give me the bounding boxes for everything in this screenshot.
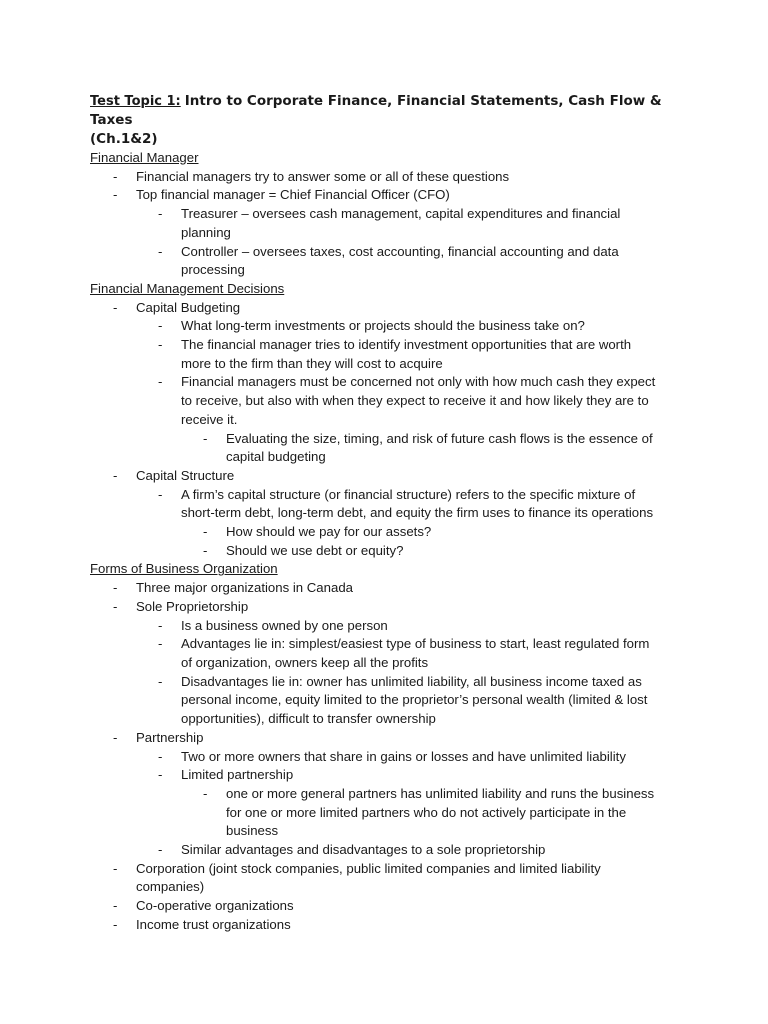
list-item: - Three major organizations in Canada [90, 579, 690, 598]
list-item: - What long-term investments or projects should the business take on? [90, 317, 690, 336]
bullet-dash: - [113, 580, 118, 596]
list-item: - Is a business owned by one person [90, 617, 690, 636]
list-item: - Similar advantages and disadvantages to a sole proprietorship [90, 841, 690, 860]
list-item: - Evaluating the size, timing, and risk of future cash flows is the essence of capital budgeting [203, 430, 653, 465]
list-item: - Co-operative organizations [90, 897, 690, 916]
list-item: - Should we use debt or equity? [90, 542, 690, 561]
bullet-dash: - [113, 916, 118, 932]
list-item: - Income trust organizations [90, 916, 690, 935]
list-item: - Disadvantages lie in: owner has unlimited liability, all business income taxed as personal income, equity limited to the proprietor’s personal wealth (limited & lost opportunities), difficult to transfer ownership [158, 673, 648, 727]
bullet-dash: - [203, 524, 208, 540]
list-item: - Partnership [90, 729, 690, 748]
list-item: - Advantages lie in: simplest/easiest type of business to start, least regulated form of organization, owners keep all the profits [158, 636, 650, 670]
list-item: - Financial managers must be concerned not only with how much cash they expect to receive, but also with when they expect to receive it and how likely they are to receive it. [158, 374, 656, 427]
list-item: - How should we pay for our assets? [90, 523, 690, 542]
bullet-dash: - [203, 542, 208, 558]
bullet-dash: - [113, 898, 118, 914]
bullet-dash: - [158, 767, 163, 783]
bullet-dash: - [113, 598, 118, 614]
list-item: - Sole Proprietorship [90, 598, 690, 617]
document-page [90, 92, 690, 935]
bullet-dash: - [158, 243, 163, 259]
document-title [90, 92, 690, 130]
section-heading-financial-management-decisions: Financial Management Decisions [90, 280, 285, 296]
bullet-dash: - [158, 748, 163, 764]
bullet-dash: - [158, 636, 163, 652]
bullet-dash: - [158, 617, 163, 633]
title-label: Test Topic 1: [90, 94, 181, 109]
bullet-dash: - [158, 206, 163, 222]
list-item: - Limited partnership [90, 766, 690, 785]
bullet-dash: - [158, 337, 163, 353]
bullet-dash: - [158, 318, 163, 334]
bullet-dash: - [158, 374, 163, 390]
title-chapters: (Ch.1&2) [90, 131, 158, 147]
bullet-dash: - [203, 785, 208, 801]
title-text: Intro to Corporate Finance, Financial Statements, Cash Flow & Taxes [90, 93, 662, 128]
list-item: - one or more general partners has unlimited liability and runs the business for one or more limited partners who do not actively participate in the business [203, 785, 655, 839]
bullet-dash: - [158, 842, 163, 858]
bullet-dash: - [158, 486, 163, 502]
bullet-dash: - [113, 860, 118, 876]
bullet-dash: - [203, 430, 208, 446]
section-heading-financial-manager: Financial Manager [90, 150, 199, 165]
section-heading-forms-of-business-organization: Forms of Business Organization [90, 561, 278, 577]
bullet-dash: - [158, 673, 163, 689]
list-item: - Financial managers try to answer some or all of these questions [90, 168, 690, 187]
list-item: - Corporation (joint stock companies, public limited companies and limited liability companies) [113, 860, 601, 895]
bullet-dash: - [113, 467, 118, 483]
bullet-dash: - [113, 187, 118, 203]
list-item: - Capital Structure [90, 467, 690, 486]
list-item: - Controller – oversees taxes, cost accounting, financial accounting and data processing [158, 243, 619, 278]
list-item: - Two or more owners that share in gains or losses and have unlimited liability [90, 748, 690, 767]
list-item: - Capital Budgeting [90, 299, 690, 318]
list-item: - A firm’s capital structure (or financial structure) refers to the specific mixture of short-term debt, long-term debt, and equity the firm uses to finance its operations [158, 486, 654, 521]
list-item: - The financial manager tries to identify investment opportunities that are worth more to the firm than they will cost to acquire [158, 337, 632, 371]
bullet-dash: - [113, 168, 118, 184]
list-item: - Top financial manager = Chief Financial Officer (CFO) [90, 186, 690, 205]
bullet-dash: - [113, 299, 118, 315]
list-item: - Treasurer – oversees cash management, capital expenditures and financial planning [158, 206, 621, 240]
bullet-dash: - [113, 729, 118, 745]
